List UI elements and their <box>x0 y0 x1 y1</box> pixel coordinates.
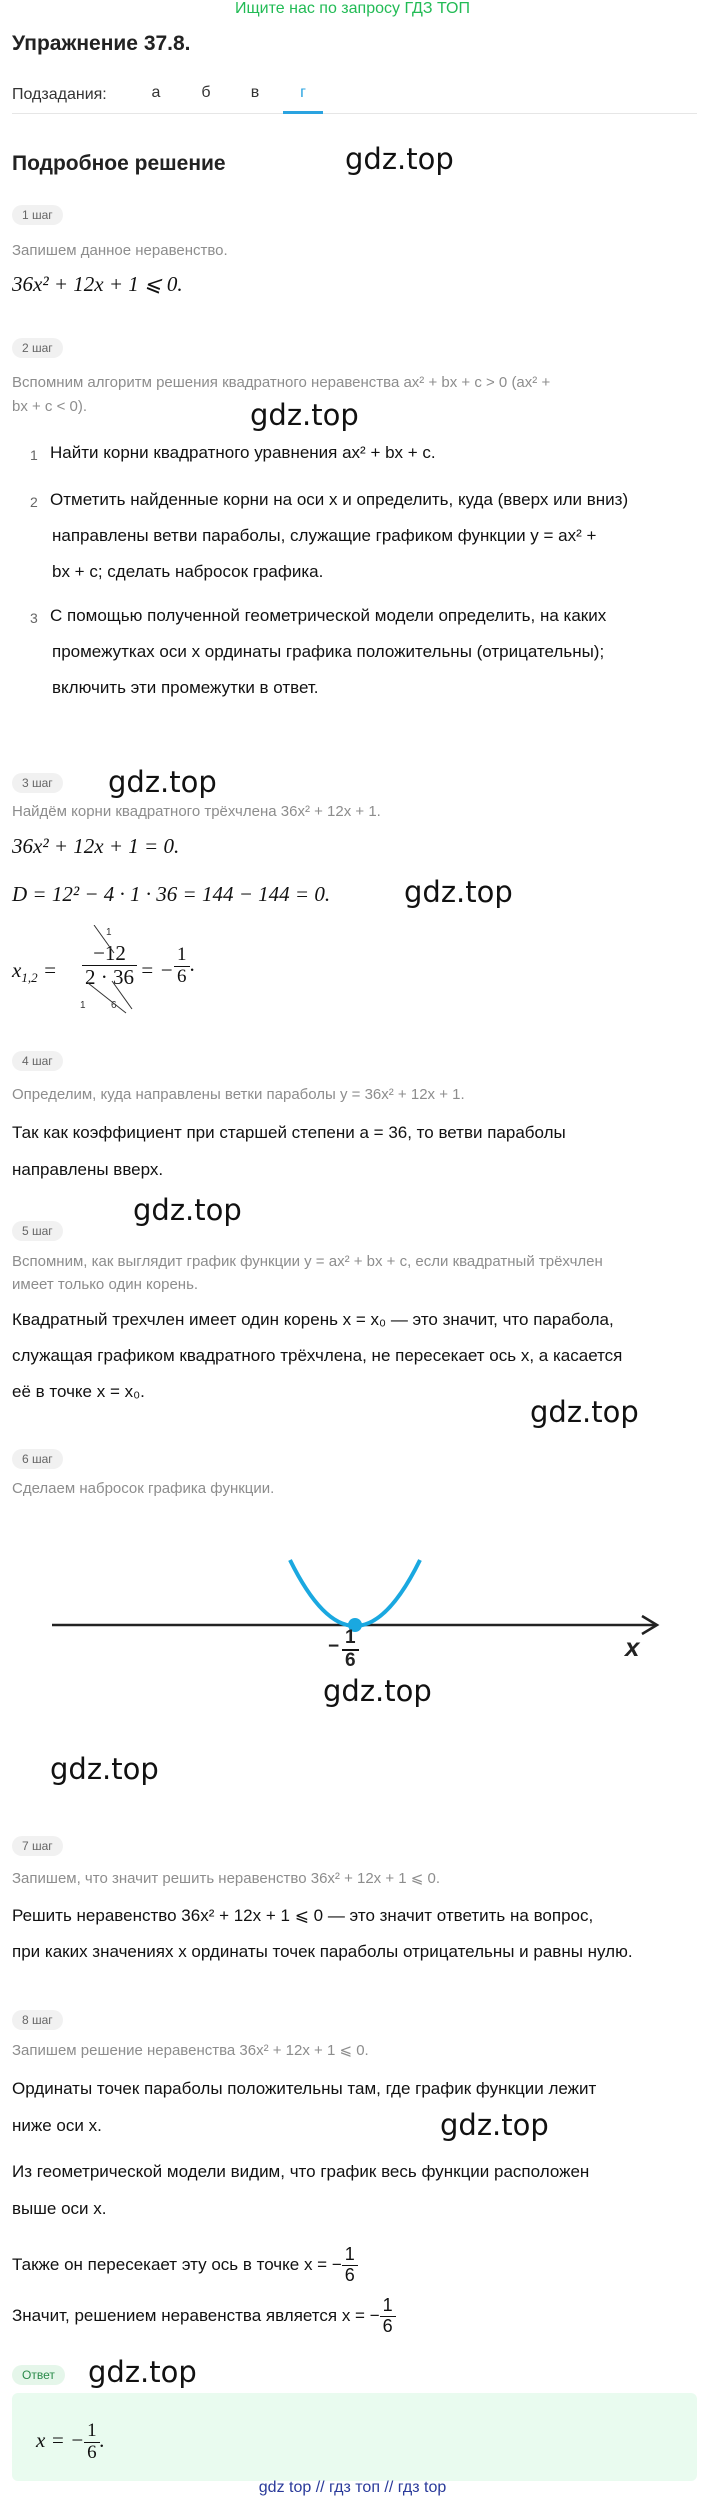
step-hint: Вспомним, как выглядит график функции y = ax² + bx + c, если квадратный трёхчлен <box>12 1253 603 1270</box>
parabola-curve <box>290 1560 420 1626</box>
equation: 36x² + 12x + 1 ⩽ 0. <box>12 272 183 296</box>
answer-denominator: 6 <box>87 2441 97 2463</box>
paragraph: при каких значениях x ординаты точек параболы отрицательны и равны нулю. <box>12 1942 633 1961</box>
fraction-numerator: 1 <box>342 2245 358 2266</box>
graph-axis-label: x <box>625 1632 640 1662</box>
fraction-denominator: 6 <box>382 2315 393 2336</box>
answer-box <box>12 2393 697 2481</box>
step-hint: Запишем данное неравенство. <box>12 242 228 259</box>
watermark: gdz.top <box>530 1395 639 1429</box>
paragraph <box>12 2296 396 2337</box>
watermark: gdz.top <box>440 2108 549 2142</box>
step-badge: 4 шаг <box>12 1051 63 1071</box>
roots-result <box>174 945 195 988</box>
roots-subscript: 1,2 <box>21 970 38 986</box>
roots-eq-right: = − <box>140 958 174 982</box>
step-hint: Найдём корни квадратного трёхчлена 36x² + 12x + 1. <box>12 803 381 820</box>
tab-b[interactable]: б <box>201 84 211 101</box>
paragraph: её в точке x = x₀. <box>12 1382 145 1401</box>
result-denominator: 6 <box>177 965 187 987</box>
paragraph: Так как коэффициент при старшей степени a = 36, то ветви параболы <box>12 1123 566 1142</box>
watermark: gdz.top <box>345 142 454 176</box>
watermark: gdz.top <box>108 765 217 799</box>
paragraph: Ординаты точек параболы положительны там, где график функции лежит <box>12 2079 597 2098</box>
roots-x: x <box>12 958 22 982</box>
roots-eq: = <box>37 958 57 982</box>
tab-v[interactable]: в <box>250 84 260 101</box>
step-hint: Вспомним алгоритм решения квадратного неравенства ax² + bx + c > 0 (ax² + <box>12 374 551 391</box>
list-item: промежутках оси x ординаты графика положительны (отрицательны); <box>52 642 605 661</box>
answer-text: x = − <box>36 2428 85 2453</box>
cancel-bottom-left: 1 <box>80 1000 86 1011</box>
step-hint: Запишем, что значит решить неравенство 36x² + 12x + 1 ⩽ 0. <box>12 1870 441 1887</box>
cancel-line <box>88 983 126 1013</box>
roots-formula <box>12 958 57 986</box>
answer-numerator: 1 <box>84 2421 100 2443</box>
step-hint: Определим, куда направлены ветки параболы y = 36x² + 12x + 1. <box>12 1086 465 1103</box>
paragraph: ниже оси x. <box>12 2116 102 2135</box>
paragraph: выше оси x. <box>12 2199 107 2218</box>
list-item: Отметить найденные корни на оси x и определить, куда (вверх или вниз) <box>50 490 629 509</box>
list-number: 2 <box>30 494 38 510</box>
tab-a[interactable]: а <box>151 84 161 101</box>
gdz-search-link[interactable]: Ищите нас по запросу ГДЗ ТОП <box>235 0 470 17</box>
paragraph: Из геометрической модели видим, что график весь функции расположен <box>12 2162 590 2181</box>
watermark: gdz.top <box>88 2355 197 2389</box>
graph-minus: − <box>328 1636 340 1657</box>
list-item: С помощью полученной геометрической модели определить, на каких <box>50 606 607 625</box>
paragraph <box>12 2245 358 2286</box>
step-badge: 3 шаг <box>12 773 63 793</box>
watermark: gdz.top <box>50 1752 159 1786</box>
paragraph-text: Значит, решением неравенства является x = − <box>12 2305 380 2325</box>
tabs-divider <box>12 113 697 114</box>
equation: 36x² + 12x + 1 = 0. <box>12 834 180 858</box>
cancel-bottom-right: 6 <box>111 1000 117 1011</box>
step-hint: Сделаем набросок графика функции. <box>12 1480 275 1497</box>
result-numerator: 1 <box>174 945 190 967</box>
answer-dot: . <box>99 2428 105 2453</box>
roots-denominator: 2 · 36 <box>85 965 134 990</box>
result-dot: . <box>189 952 195 977</box>
step-badge: 8 шаг <box>12 2010 63 2030</box>
paragraph: Квадратный трехчлен имеет один корень x = x₀ — это значит, что парабола, <box>12 1310 614 1329</box>
roots-numerator: −12 <box>82 942 137 966</box>
graph-numerator: 1 <box>342 1628 359 1651</box>
paragraph: служащая графиком квадратного трёхчлена, не пересекает ось x, а касается <box>12 1346 623 1365</box>
tab-g[interactable]: г <box>300 84 306 101</box>
step-badge: 1 шаг <box>12 205 63 225</box>
watermark: gdz.top <box>404 875 513 909</box>
fraction-denominator: 6 <box>344 2264 355 2285</box>
paragraph: Решить неравенство 36x² + 12x + 1 ⩽ 0 — это значит ответить на вопрос, <box>12 1906 594 1925</box>
step-hint: имеет только один корень. <box>12 1276 199 1293</box>
footer-links[interactable]: gdz top // гдз топ // гдз top <box>258 2479 447 2496</box>
step-badge: 7 шаг <box>12 1836 63 1856</box>
list-item: направлены ветви параболы, служащие графиком функции y = ax² + <box>52 526 597 545</box>
page-title: Упражнение 37.8. <box>12 32 191 55</box>
active-tab-indicator <box>283 111 323 114</box>
list-number: 3 <box>30 610 38 626</box>
paragraph-text: Также он пересекает эту ось в точке x = − <box>12 2254 342 2274</box>
watermark: gdz.top <box>133 1193 242 1227</box>
answer-value <box>36 2421 105 2464</box>
section-title: Подробное решение <box>12 152 226 175</box>
answer-badge: Ответ <box>12 2365 65 2385</box>
cancel-strokes <box>80 925 140 1015</box>
list-item: bx + c; сделать набросок графика. <box>52 562 324 581</box>
watermark: gdz.top <box>250 398 359 432</box>
watermark: gdz.top <box>323 1674 432 1708</box>
cancel-top-num: 1 <box>106 927 112 938</box>
fraction-numerator: 1 <box>380 2296 396 2317</box>
step-badge: 6 шаг <box>12 1449 63 1469</box>
list-item: Найти корни квадратного уравнения ax² + bx + c. <box>50 443 436 462</box>
graph-label <box>342 1628 359 1672</box>
paragraph: направлены вверх. <box>12 1160 164 1179</box>
step-hint: Запишем решение неравенства 36x² + 12x + 1 ⩽ 0. <box>12 2042 369 2059</box>
step-badge: 5 шаг <box>12 1221 63 1241</box>
list-item: включить эти промежутки в ответ. <box>52 678 319 697</box>
step-badge: 2 шаг <box>12 338 63 358</box>
list-number: 1 <box>30 447 38 463</box>
subtasks-label: Подзадания: <box>12 86 107 103</box>
step-hint: bx + c < 0). <box>12 398 88 415</box>
graph-denominator: 6 <box>345 1649 356 1671</box>
equation: D = 12² − 4 · 1 · 36 = 144 − 144 = 0. <box>12 882 331 906</box>
